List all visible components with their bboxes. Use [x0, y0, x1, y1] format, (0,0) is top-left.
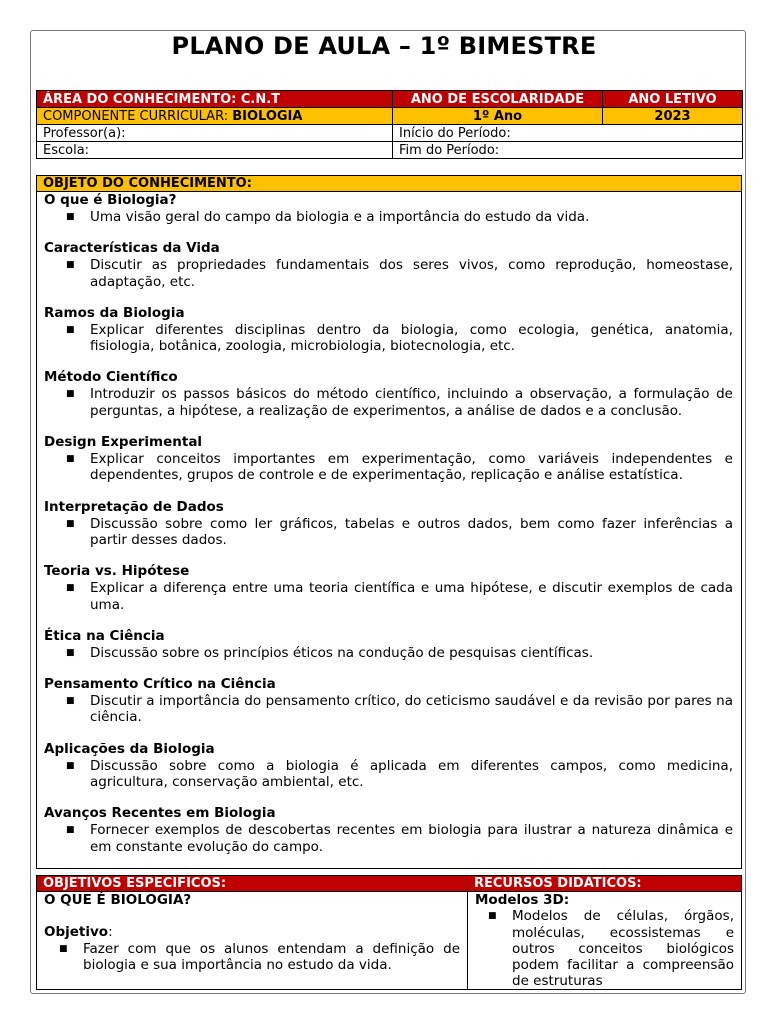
topic-bullet-text: Discutir a importância do pensamento crítico, do ceticismo saudável e da revisão por pares na ciência. — [90, 693, 733, 726]
bullet-icon: ■ — [66, 518, 75, 529]
topic-bullet — [44, 580, 733, 613]
objetivos-subtitle: O QUE É BIOLOGIA? — [44, 892, 192, 908]
bullet-icon: ■ — [66, 583, 75, 594]
ano-letivo-label: ANO LETIVO — [603, 91, 743, 108]
topic-title: Características da Vida — [44, 240, 220, 257]
objetivos-recursos-section — [36, 875, 742, 990]
objeto-conhecimento-section — [36, 175, 742, 869]
bullet-icon: ■ — [66, 647, 75, 658]
bullet-icon: ■ — [66, 260, 75, 271]
ano-letivo-value: 2023 — [603, 108, 743, 125]
topic-bullet-text: Uma visão geral do campo da biologia e a importância do estudo da vida. — [90, 209, 590, 225]
topic-title: Aplicações da Biologia — [44, 740, 215, 757]
topics-list — [37, 192, 741, 855]
objetivos-column — [37, 876, 468, 989]
recursos-subtitle: Modelos 3D: — [475, 892, 570, 908]
topic-bullet — [44, 645, 733, 661]
topic-item — [44, 805, 733, 855]
topic-bullet — [44, 322, 733, 355]
topic-title: Pensamento Crítico na Ciência — [44, 676, 276, 693]
objetivo-label: Objetivo — [44, 924, 109, 941]
componente-curricular — [37, 108, 393, 125]
topic-bullet-text: Introduzir os passos básicos do método científico, incluindo a observação, a formulação de perguntas, a hipótese, a realização de experimentos, a análise de dados e a conclusão. — [90, 386, 733, 419]
objetivo-colon: : — [108, 924, 113, 941]
componente-value: BIOLOGIA — [232, 108, 303, 124]
topic-bullet — [44, 257, 733, 290]
topic-title: Avanços Recentes em Biologia — [44, 805, 276, 822]
topic-bullet-text: Explicar a diferença entre uma teoria científica e uma hipótese, e discutir exemplos de cada uma. — [90, 580, 733, 613]
recursos-bullet-text: Modelos de células, órgãos, moléculas, ecossistemas e outros conceitos biológicos podem facilitar a compreensão de estruturas — [512, 908, 734, 990]
topic-title: Ramos da Biologia — [44, 304, 185, 321]
topic-item — [44, 676, 733, 726]
recursos-heading: RECURSOS DIDÁTICOS: — [468, 876, 741, 892]
ano-escolaridade-value: 1º Ano — [393, 108, 603, 125]
topic-item — [44, 563, 733, 613]
topic-bullet-text: Discussão sobre como a biologia é aplicada em diferentes campos, como medicina, agricultura, conservação ambiental, etc. — [90, 757, 733, 791]
topic-bullet — [44, 451, 733, 484]
bullet-icon: ■ — [66, 825, 75, 836]
topic-title: Método Científico — [44, 369, 178, 386]
topic-item — [44, 499, 733, 549]
topic-bullet-text: Explicar diferentes disciplinas dentro da biologia, como ecologia, genética, anatomia, fisiologia, botânica, zoologia, microbiologia, biotecnologia, etc. — [90, 321, 733, 355]
topic-item — [44, 240, 733, 290]
componente-label: COMPONENTE CURRICULAR: — [43, 108, 233, 124]
topic-title: Design Experimental — [44, 434, 203, 451]
topic-item — [44, 369, 733, 419]
recursos-bullet — [475, 908, 734, 989]
topic-item — [44, 628, 733, 661]
topic-bullet-text: Fornecer exemplos de descobertas recentes em biologia para ilustrar a natureza dinâmica e em constante evolução do campo. — [90, 822, 733, 855]
topic-bullet — [44, 516, 733, 549]
topic-item — [44, 305, 733, 355]
topic-title: Ética na Ciência — [44, 627, 165, 644]
recursos-column — [468, 876, 741, 989]
topic-item — [44, 741, 733, 791]
escola-field: Escola: — [37, 142, 393, 159]
topic-bullet — [44, 209, 733, 225]
topic-bullet-text: Discussão sobre os princípios éticos na condução de pesquisas científicas. — [90, 644, 594, 661]
objetivo-line — [44, 924, 460, 940]
topic-item — [44, 192, 733, 225]
bullet-icon: ■ — [66, 389, 75, 400]
bullet-icon: ■ — [66, 212, 75, 222]
bullet-icon: ■ — [66, 454, 75, 465]
bullet-icon: ■ — [488, 911, 497, 922]
area-label: ÁREA DO CONHECIMENTO: C.N.T — [37, 91, 393, 108]
bullet-icon: ■ — [66, 760, 75, 771]
objetivos-heading: OBJETIVOS ESPECÍFICOS: — [37, 876, 467, 892]
topic-bullet-text: Discutir as propriedades fundamentais dos seres vivos, como reprodução, homeostase, adaptação, etc. — [90, 257, 733, 290]
professor-field: Professor(a): — [37, 125, 393, 142]
topic-title: Interpretação de Dados — [44, 498, 224, 515]
topic-bullet — [44, 758, 733, 791]
topic-bullet — [44, 386, 733, 419]
topic-title: O que é Biologia? — [44, 192, 177, 208]
objeto-heading: OBJETO DO CONHECIMENTO: — [37, 176, 741, 192]
topic-bullet — [44, 693, 733, 726]
page-title: PLANO DE AULA – 1º BIMESTRE — [171, 32, 597, 60]
bullet-icon: ■ — [66, 324, 75, 335]
topic-bullet-text: Explicar conceitos importantes em experimentação, como variáveis independentes e dependentes, grupos de controle e de experimentação, replicação e análise estatística. — [90, 451, 733, 484]
bullet-icon: ■ — [59, 943, 68, 954]
objetivo-bullet — [44, 941, 460, 974]
bullet-icon: ■ — [66, 696, 75, 707]
topic-title: Teoria vs. Hipótese — [44, 563, 190, 580]
header-table — [36, 90, 743, 159]
inicio-periodo-field: Início do Período: — [393, 125, 743, 142]
objetivo-bullet-text: Fazer com que os alunos entendam a definição de biologia e sua importância no estudo da vida. — [83, 940, 460, 973]
topic-item — [44, 434, 733, 484]
topic-bullet-text: Discussão sobre como ler gráficos, tabelas e outros dados, bem como fazer inferências a partir desses dados. — [90, 515, 733, 548]
ano-escolaridade-label: ANO DE ESCOLARIDADE — [393, 91, 603, 108]
topic-bullet — [44, 822, 733, 855]
fim-periodo-field: Fim do Período: — [393, 142, 743, 159]
